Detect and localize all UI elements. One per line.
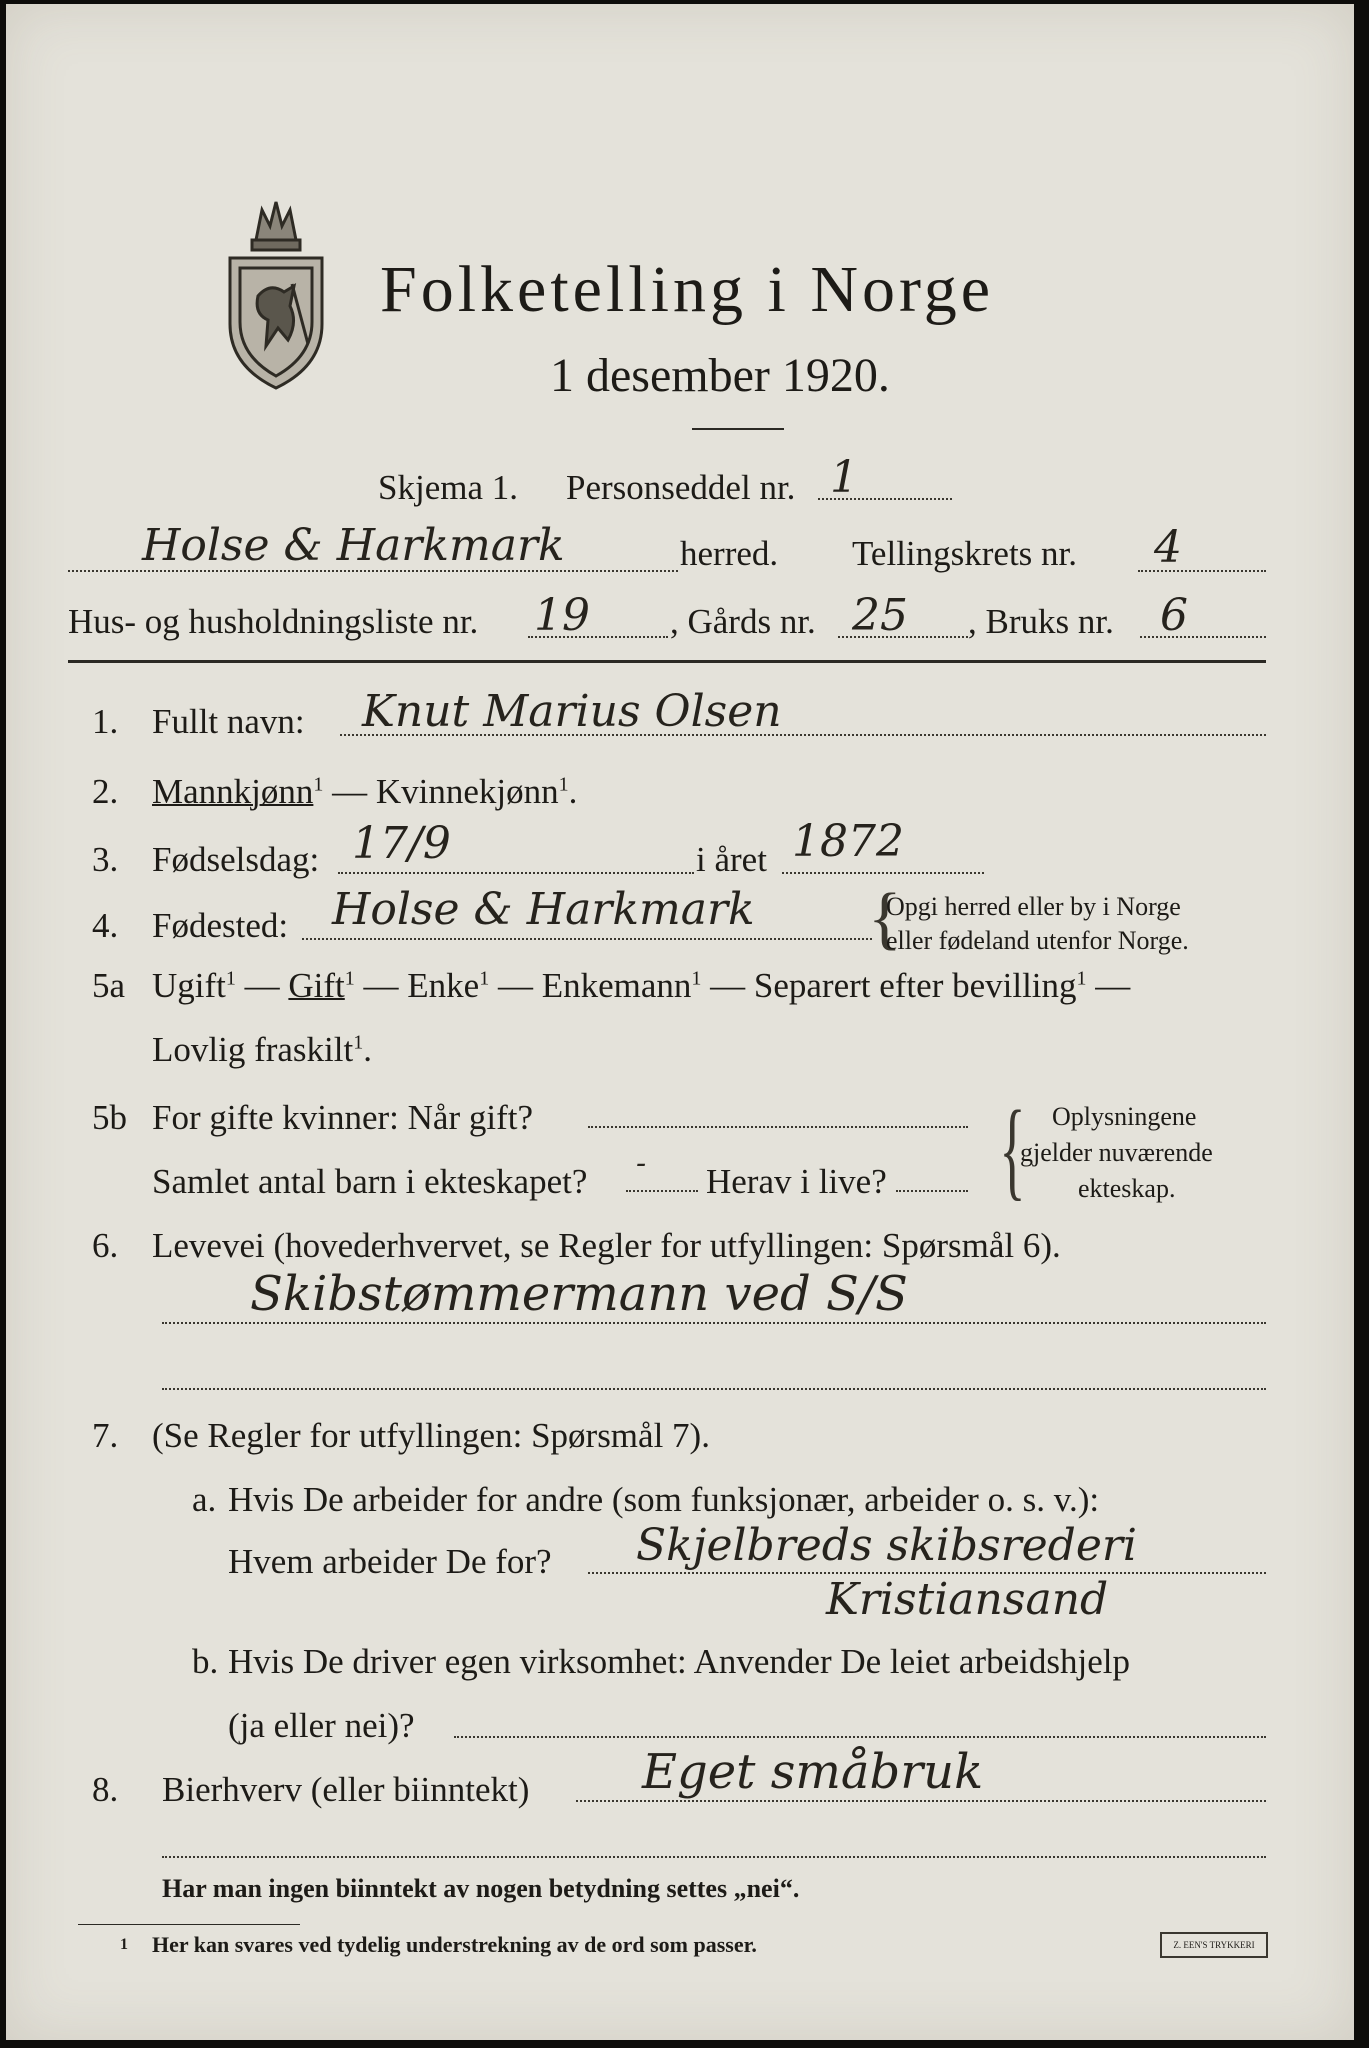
- herred-value: Holse & Harkmark: [142, 520, 565, 571]
- form-title: Folketelling i Norge: [380, 253, 995, 326]
- q6-value-line-2: [162, 1388, 1266, 1390]
- bruks-value-line: [1140, 636, 1266, 638]
- q7-number: 7.: [92, 1416, 119, 1455]
- schema-label: Personseddel nr.: [566, 468, 796, 507]
- q2-sup-2: 1: [558, 773, 569, 796]
- q5b-note-line3: ekteskap.: [1078, 1174, 1176, 1203]
- q5a-dash-5: —: [1086, 966, 1131, 1005]
- q6-number: 6.: [92, 1226, 119, 1265]
- q7a-question: Hvem arbeider De for?: [228, 1542, 552, 1581]
- q5b-when-married-label: For gifte kvinner: Når gift?: [152, 1098, 534, 1137]
- q2-separator: —: [323, 772, 376, 811]
- q2-end: .: [568, 772, 578, 811]
- q1-full-name: Knut Marius Olsen: [362, 686, 782, 737]
- q2-male-option: Mannkjønn: [152, 772, 314, 811]
- q3-label: Fødselsdag:: [152, 840, 320, 879]
- q5b-children-line: [626, 1190, 698, 1192]
- q5a-number: 5a: [92, 966, 126, 1005]
- q1-number: 1.: [92, 702, 119, 741]
- q6-value-line-1: [162, 1322, 1266, 1324]
- q5b-note-line1: Oplysningene: [1052, 1102, 1197, 1131]
- q4-note-line2: eller fødeland utenfor Norge.: [886, 926, 1189, 955]
- q6-label: Levevei (hovederhvervet, se Regler for utfyllingen: Spørsmål 6).: [152, 1226, 1061, 1265]
- q8-number: 8.: [92, 1770, 119, 1809]
- q5b-brace: {: [999, 1088, 1026, 1210]
- q5a-enke: Enke: [407, 966, 480, 1005]
- q5b-alive-line: [896, 1190, 968, 1192]
- gards-label: , Gårds nr.: [670, 602, 816, 641]
- schema-prefix: Skjema 1.: [378, 468, 518, 507]
- q8-value-line: [576, 1800, 1266, 1802]
- q4-number: 4.: [92, 906, 119, 945]
- q5b-number: 5b: [92, 1098, 127, 1137]
- q5b-note-line2: gjelder nuværende: [1020, 1138, 1213, 1167]
- q5a-enkemann: Enkemann: [541, 966, 692, 1005]
- tellingskrets-label: Tellingskrets nr.: [852, 534, 1078, 573]
- gards-value: 25: [852, 590, 908, 641]
- form-date: 1 desember 1920.: [550, 349, 890, 402]
- footnote-divider: [78, 1924, 300, 1925]
- q6-occupation-value: Skibstømmermann ved S/S: [250, 1266, 908, 1322]
- q7b-question: (ja eller nei)?: [228, 1706, 415, 1745]
- q5b-when-married-line: [588, 1126, 968, 1128]
- q5a-dash-1: —: [235, 966, 289, 1005]
- q5a-sup-4: 1: [691, 967, 702, 990]
- q8-label: Bierhverv (eller biinntekt): [162, 1770, 530, 1809]
- footnote-mark: 1: [120, 1936, 128, 1953]
- q3-birthday-value: 17/9: [352, 818, 451, 869]
- q5a-dash-3: —: [489, 966, 542, 1005]
- q5a-options: [152, 966, 1130, 1006]
- q5a-dash-2: —: [354, 966, 408, 1005]
- husliste-value: 19: [534, 590, 590, 641]
- q5b-children-value: -: [636, 1146, 647, 1181]
- husliste-label: Hus- og husholdningsliste nr.: [68, 602, 479, 641]
- q5b-children-label: Samlet antal barn i ekteskapet?: [152, 1162, 588, 1201]
- q5a-sup-1: 1: [225, 967, 236, 990]
- q2-options: [152, 772, 577, 812]
- q5a-ugift: Ugift: [152, 966, 226, 1005]
- q5a-gift: Gift: [288, 966, 345, 1005]
- q5a-sup-5: 1: [1076, 967, 1087, 990]
- q3-number: 3.: [92, 840, 119, 879]
- q4-note-line1: Opgi herred eller by i Norge: [886, 892, 1181, 921]
- personseddel-number: 1: [830, 452, 858, 503]
- q7a-text: Hvis De arbeider for andre (som funksjonær, arbeider o. s. v.):: [228, 1480, 1100, 1519]
- q4-value-line: [302, 938, 872, 940]
- tellingskrets-value: 4: [1154, 522, 1182, 573]
- q7a-employer-city: Kristiansand: [826, 1574, 1109, 1625]
- printer-stamp-text: Z. EEN'S TRYKKERI: [1173, 1940, 1255, 1950]
- footnote-text: Her kan svares ved tydelig understrekning av de ord som passer.: [152, 1932, 757, 1957]
- q2-number: 2.: [92, 772, 119, 811]
- q4-label: Fødested:: [152, 906, 289, 945]
- q7b-text: Hvis De driver egen virksomhet: Anvender De leiet arbeidshjelp: [228, 1642, 1130, 1681]
- q3-value-line: [338, 872, 694, 874]
- q2-female-option: Kvinnekjønn: [375, 772, 559, 811]
- q2-sup-1: 1: [313, 773, 324, 796]
- q5a-sup-6: 1: [353, 1031, 364, 1054]
- coat-of-arms-icon: [218, 196, 334, 392]
- q8-side-income-value: Eget småbruk: [642, 1744, 984, 1800]
- q4-birthplace-value: Holse & Harkmark: [332, 884, 755, 935]
- q7a-employer-value: Skjelbreds skibsrederi: [636, 1520, 1137, 1571]
- q4-brace: {: [868, 880, 902, 957]
- q5a-dash-4: —: [701, 966, 754, 1005]
- bruks-value: 6: [1160, 590, 1188, 641]
- bruks-label: , Bruks nr.: [968, 602, 1114, 641]
- q8-value-line-2: [162, 1856, 1266, 1858]
- q3-year-line: [782, 872, 984, 874]
- q7-label: (Se Regler for utfyllingen: Spørsmål 7).: [152, 1416, 710, 1455]
- q1-label: Fullt navn:: [152, 702, 305, 741]
- q3-year-label: i året: [696, 840, 767, 879]
- herred-label: herred.: [680, 534, 779, 573]
- census-form-page: [6, 4, 1354, 2040]
- form-note: Har man ingen biinntekt av nogen betydning settes „nei“.: [162, 1874, 800, 1903]
- q5a-line2: Lovlig fraskilt$^1$.: [152, 1030, 372, 1069]
- printer-stamp: [1160, 1932, 1268, 1958]
- q7a-letter: a.: [192, 1480, 217, 1519]
- title-divider: [692, 428, 784, 430]
- q5a-fraskilt: Lovlig fraskilt: [152, 1030, 354, 1069]
- q3-year-value: 1872: [792, 816, 904, 867]
- q7b-value-line: [454, 1736, 1266, 1738]
- q5b-alive-label: Herav i live?: [706, 1162, 887, 1201]
- q5a-sup-2: 1: [344, 967, 355, 990]
- q5a-separert: Separert efter bevilling: [753, 966, 1077, 1005]
- q5a-sup-3: 1: [479, 967, 490, 990]
- section-divider: [68, 660, 1266, 663]
- q7b-letter: b.: [192, 1642, 219, 1681]
